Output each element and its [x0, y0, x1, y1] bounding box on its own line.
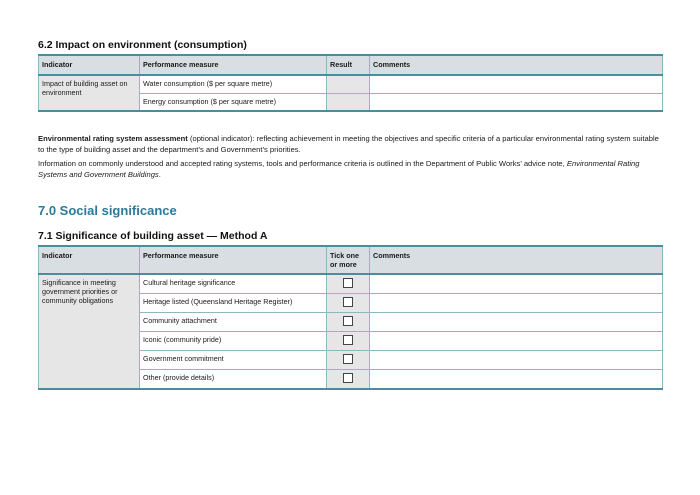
- measure-cell: Energy consumption ($ per square metre): [140, 93, 327, 111]
- comments-field[interactable]: [370, 75, 663, 93]
- comments-field[interactable]: [370, 351, 663, 370]
- indicator-cell: Impact of building asset on environment: [39, 75, 140, 111]
- col-indicator: Indicator: [39, 55, 140, 75]
- col-performance-measure: Performance measure: [140, 246, 327, 274]
- comments-field[interactable]: [370, 274, 663, 294]
- checkbox[interactable]: [343, 316, 353, 326]
- col-comments: Comments: [370, 55, 663, 75]
- comments-field[interactable]: [370, 93, 663, 111]
- checkbox[interactable]: [343, 354, 353, 364]
- result-field[interactable]: [327, 93, 370, 111]
- advice-paragraph: Information on commonly understood and accepted rating systems, tools and performance criteria is outlined in the Department of Public Works’ advice note, Environmental Rating Systems and Government Buildings.: [38, 159, 640, 180]
- col-tick: Tick one or more: [327, 246, 370, 274]
- section-7-0-heading: 7.0 Social significance: [38, 203, 177, 218]
- col-comments: Comments: [370, 246, 663, 274]
- checkbox[interactable]: [343, 297, 353, 307]
- advice-note-title: Environmental Rating Systems and Government Buildings: [38, 159, 640, 180]
- comments-field[interactable]: [370, 294, 663, 313]
- environment-table: [38, 54, 663, 112]
- measure-cell: Government commitment: [140, 351, 327, 370]
- comments-field[interactable]: [370, 313, 663, 332]
- col-performance-measure: Performance measure: [140, 55, 327, 75]
- rating-paragraph: Environmental rating system assessment (optional indicator): reflecting achievement in meeting the objectives and specific criteria of a particular environmental rating system suitable to the type of building asset and the department’s and Government’s priorities.: [38, 134, 659, 155]
- checkbox[interactable]: [343, 278, 353, 288]
- checkbox[interactable]: [343, 373, 353, 383]
- col-indicator: Indicator: [39, 246, 140, 274]
- measure-cell: Water consumption ($ per square metre): [140, 75, 327, 93]
- measure-cell: Other (provide details): [140, 370, 327, 390]
- rating-bold-lead: Environmental rating system assessment: [38, 134, 188, 143]
- table-row: [39, 274, 663, 294]
- checkbox[interactable]: [343, 335, 353, 345]
- result-field[interactable]: [327, 75, 370, 93]
- measure-cell: Heritage listed (Queensland Heritage Register): [140, 294, 327, 313]
- col-result: Result: [327, 55, 370, 75]
- section-6-2-heading: 6.2 Impact on environment (consumption): [38, 39, 247, 51]
- measure-cell: Community attachment: [140, 313, 327, 332]
- measure-cell: Cultural heritage significance: [140, 274, 327, 294]
- comments-field[interactable]: [370, 332, 663, 351]
- table-row: [39, 75, 663, 93]
- indicator-cell: Significance in meeting government priorities or community obligations: [39, 274, 140, 389]
- section-7-1-heading: 7.1 Significance of building asset — Method A: [38, 230, 268, 242]
- comments-field[interactable]: [370, 370, 663, 390]
- social-significance-table: [38, 245, 663, 390]
- measure-cell: Iconic (community pride): [140, 332, 327, 351]
